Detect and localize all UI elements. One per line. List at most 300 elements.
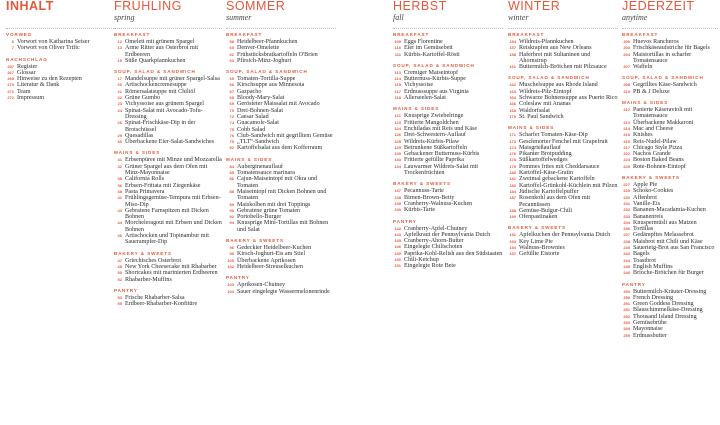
page-number: 253 [623, 319, 630, 325]
toc-entry[interactable] [393, 95, 503, 101]
page-number: 149 [394, 250, 401, 256]
entry-title: Jüdische Kartoffelpuffer [519, 188, 579, 195]
toc-entry[interactable] [114, 45, 222, 58]
page-number: 142 [394, 225, 401, 231]
toc-entry[interactable] [622, 89, 718, 95]
entry-title: Enchiladas mit Reis und Käse [404, 125, 478, 132]
entry-title: English Muffins [633, 263, 673, 270]
page-number: 102 [227, 263, 234, 269]
page-number: 118 [394, 95, 401, 101]
entry-title: Kartoffelsalat aus dem Kofferraum [237, 145, 323, 152]
section-heading: BAKERY & SWEETS [226, 238, 284, 244]
toc-entry[interactable] [393, 164, 503, 177]
page-number: 72 [229, 113, 234, 119]
page-number: 143 [394, 231, 401, 237]
toc-entry[interactable] [622, 270, 718, 276]
entry-title: Tomaten-Tortilla-Suppe [237, 76, 296, 83]
page-number: 151 [394, 263, 401, 269]
toc-entry[interactable] [114, 195, 222, 208]
page-number: 224 [623, 157, 630, 163]
page-number: 197 [509, 251, 516, 257]
entry-title: Mayonnaise [633, 326, 663, 333]
entry-title: Boston Baked Beans [633, 157, 684, 164]
page-number: 163 [509, 88, 516, 94]
page-number: 46 [117, 233, 122, 239]
page-number: 129 [394, 144, 401, 150]
divider [226, 28, 336, 29]
entry-title: Team [17, 88, 31, 95]
page-number: 250 [623, 288, 630, 294]
page-number: 88 [229, 188, 234, 194]
page-number: 146 [394, 244, 401, 250]
page-number: 124 [394, 125, 401, 131]
entry-title: Apfelkraut der Pennsylvania Dutch [404, 231, 491, 238]
entry-title: Gebratene Farnspitzen mit Dicken Bohnen [125, 207, 209, 221]
entry-title: Gemüse-Bulgur-Chili [519, 207, 573, 214]
page-number: 243 [623, 251, 630, 257]
page-number: 267 [7, 69, 14, 75]
page-number: 65 [229, 76, 234, 82]
page-number: 58 [229, 39, 234, 44]
entry-title: Bananen-Macadamia-Kuchen [633, 207, 706, 214]
entry-title: Guacamole-Salat [237, 120, 279, 127]
column-fruehling [114, 0, 222, 307]
page-number: 103 [227, 282, 234, 288]
page-number: 194 [509, 245, 516, 251]
page-number: 245 [623, 263, 630, 269]
entry-title: Kartoffel-Käse-Gratin [519, 170, 574, 177]
entry-title: Thousand Island Dressing [633, 313, 697, 320]
entry-title: Glossar [17, 69, 36, 76]
entry-title: Key Lime Pie [519, 238, 553, 245]
entry-title: Portobello-Burger [237, 214, 282, 221]
entry-title: Eier im Gemüsebett [404, 45, 453, 52]
entry-title: Morcheleragout mit Erbsen und Dicken Bohnen [125, 220, 222, 233]
entry-title: Lauwarmer Wildreis-Salat mit Trockenfrüchten [404, 163, 479, 177]
toc-entry[interactable] [114, 120, 222, 133]
toc-entry[interactable] [226, 220, 336, 233]
toc-entry[interactable] [226, 189, 336, 202]
entry-title: Eggs Florentine [404, 39, 443, 45]
toc-entry[interactable] [226, 58, 336, 64]
page-number: 60 [229, 45, 234, 51]
page-number: 100 [227, 257, 234, 263]
page-number: 7 [11, 45, 14, 51]
column-winter [508, 0, 618, 258]
section-heading: SOUP, SALAD & SANDWICH [393, 62, 475, 68]
entry-title: Butternuss-Kürbis-Suppe [404, 76, 466, 83]
entry-title: Gazpacho [237, 88, 262, 95]
entry-title: Hinweise zu den Rezepten [17, 76, 82, 83]
entry-title: Überbackene Aprikosen [237, 257, 296, 264]
page-number: 158 [509, 51, 516, 57]
entry-title: Brioche-Brötchen für Burger [633, 270, 704, 277]
entry-title: Blauschimmelkäse-Dressing [633, 307, 703, 314]
entry-title: Huevos Rancheros [633, 39, 679, 45]
section-heading: BREAKFAST [393, 32, 430, 37]
page-number: 21 [117, 88, 122, 94]
page-number: 48 [117, 263, 122, 269]
page-number: 36 [117, 182, 122, 188]
toc-entry[interactable] [508, 251, 618, 257]
entry-title: Drei-Schwestern-Auflauf [404, 132, 466, 139]
entry-title: Römersalatsuppe mit Chiliöl [125, 88, 196, 95]
entry-title: Walnuss-Brownies [519, 245, 565, 252]
page-number: 13 [117, 45, 122, 51]
page-number: 252 [623, 313, 630, 319]
entry-title: California Rolls [125, 176, 165, 183]
page-number: 41 [117, 195, 122, 201]
toc-entry[interactable] [114, 108, 222, 121]
page-number: 271 [7, 88, 14, 94]
entry-title: Haferbrei mit Sultaninen und Ahornsirup [519, 51, 591, 64]
page-number: 212 [623, 107, 630, 113]
toc-entry[interactable] [508, 114, 618, 120]
entry-title: Erdnusssuppe aus Virginia [404, 88, 469, 95]
page-number: 96 [229, 245, 234, 251]
entry-title: Panierte Käseravioli mit Tomatensauce [633, 107, 693, 120]
entry-title: Rhabarber-Muffins [125, 276, 172, 283]
page-number: 66 [229, 82, 234, 88]
entry-title: Caesar Salad [237, 113, 269, 120]
toc-entry[interactable] [114, 301, 222, 307]
column-subtitle: summer [226, 13, 252, 22]
entry-title: Fritierte gefüllte Paprika [404, 157, 464, 164]
toc-entry[interactable] [508, 214, 618, 220]
entry-title: Tortillas [633, 226, 654, 233]
toc-entry[interactable] [114, 277, 222, 283]
column-jederzeit [622, 0, 718, 339]
entry-title: Gebackener Butternuss-Kürbis [404, 151, 480, 158]
entry-title: Pecannuss-Tarte [404, 188, 444, 195]
section-heading: MAINS & SIDES [622, 100, 669, 106]
page-number: 140 [394, 207, 401, 213]
entry-title: Pfirsich-Minz-Joghurt [237, 57, 292, 64]
page-number: 63 [229, 57, 234, 63]
entry-title: Cranberry-Apfel-Chutney [404, 225, 468, 232]
entry-title: Frische Rhabarber-Salsa [125, 294, 185, 301]
toc-entry[interactable] [114, 139, 222, 145]
page-number: 180 [509, 170, 516, 176]
section-heading: BAKERY & SWEETS [622, 175, 680, 181]
entry-title: Erbsenpüree mit Minze und Mozzarella [125, 157, 222, 164]
column-subtitle: winter [508, 13, 529, 22]
section-heading: SOUP, SALAD & SANDWICH [114, 69, 196, 75]
page-number: 109 [394, 39, 401, 44]
toc-entry[interactable] [622, 64, 718, 70]
entry-title: Sauer eingelegte Wassermelonenrinde [237, 288, 330, 295]
entry-title: Gefüllte Eistorte [519, 251, 560, 258]
entry-title: Artischockencremesuppe [125, 82, 187, 89]
page-number: 75 [229, 126, 234, 132]
page-number: 215 [623, 132, 630, 138]
entry-title: Cobb Salad [237, 126, 266, 133]
toc-entry[interactable] [6, 45, 118, 51]
page-number: 15 [117, 57, 122, 63]
toc-entry[interactable] [508, 195, 618, 208]
section-heading: SOUP, SALAD & SANDWICH [226, 69, 308, 75]
page-number: 50 [117, 270, 122, 276]
entry-title: Kirschsuppe aus Minnesota [237, 82, 305, 89]
toc-entry[interactable] [508, 52, 618, 65]
entry-title: Nachos Grande [633, 151, 671, 158]
page-number: 164 [509, 95, 516, 101]
entry-title: Reis-Nudel-Pilaw [633, 138, 677, 145]
toc-entry[interactable] [114, 208, 222, 221]
page-number: 170 [509, 113, 516, 119]
page-number: 181 [509, 176, 516, 182]
page-number: 227 [623, 182, 630, 188]
column-title: SOMMER [226, 0, 286, 13]
entry-title: PB & J Deluxe [633, 88, 670, 95]
entry-title: Wildreis-Kürbis-Pilaw [404, 138, 460, 145]
page-number: 79 [229, 139, 234, 145]
page-number: 162 [509, 82, 516, 88]
page-number: 254 [623, 326, 630, 332]
entry-title: Shortcakes mit marinierten Erdbeeren [125, 270, 218, 277]
column-title: FRÜHLING [114, 0, 182, 13]
toc-entry[interactable] [393, 207, 503, 213]
entry-title: Knusprige Mini-Tortillas mit Bohnen und Salat [237, 220, 329, 233]
toc-entry[interactable] [393, 52, 503, 58]
entry-title: Vorwort von Oliver Trific [17, 45, 80, 52]
section-heading: SOUP, SALAD & SANDWICH [508, 75, 590, 81]
page-number: 123 [394, 119, 401, 125]
entry-title: Erdnussbutter [633, 332, 667, 339]
section-heading: BAKERY & SWEETS [508, 225, 566, 231]
entry-title: Rosenkohl aus dem Ofen mit Pecannüssen [519, 195, 591, 208]
page-number: 232 [623, 207, 630, 213]
page-number: 187 [509, 195, 516, 201]
section-heading: BAKERY & SWEETS [114, 250, 172, 256]
entry-title: Erbsen-Frittata mit Ziegenkäse [125, 182, 201, 189]
page-number: 208 [623, 82, 630, 88]
page-number: 244 [623, 257, 630, 263]
page-number: 30 [117, 139, 122, 145]
column-subtitle: anytime [622, 13, 648, 22]
entry-title: Gedeckter Heidelbeer-Kuchen [237, 245, 312, 252]
toc-entry[interactable] [226, 289, 336, 295]
entry-title: Heidelbeer-Streuselkuchen [237, 263, 303, 270]
page-number: 200 [623, 39, 630, 44]
page-number: 68 [229, 95, 234, 101]
page-number: 17 [117, 76, 122, 82]
entry-title: Kartoffel-Grünkohl-Küchlein mit Pilzen [519, 182, 618, 189]
section-heading: MAINS & SIDES [114, 150, 161, 156]
page-number: 22 [117, 95, 122, 101]
entry-title: Überbackene Makkaroni [633, 119, 694, 126]
entry-title: Pommes frites mit Cheddarsauce [519, 163, 600, 170]
page-number: 145 [394, 238, 401, 244]
entry-title: Vanille-Eis [633, 200, 661, 207]
page-number: 35 [117, 176, 122, 182]
page-number: 229 [623, 188, 630, 194]
section-heading: MAINS & SIDES [508, 125, 555, 131]
page-number: 32 [117, 163, 122, 169]
entry-title: Cremiger Maiseintopf [404, 69, 458, 76]
entry-title: Spinat-Frischkäse-Dip in der Brotschüssel [125, 120, 196, 133]
entry-title: Toastbrot [633, 257, 656, 264]
entry-title: Knusprige Zwiebelringe [404, 113, 464, 120]
page-number: 207 [623, 64, 630, 70]
divider [393, 28, 503, 29]
page-number: 92 [229, 214, 234, 220]
toc-entry[interactable] [6, 95, 118, 101]
page-number: 210 [623, 88, 630, 94]
entry-title: Frischkäseaufstriche für Bagels [633, 45, 710, 52]
entry-title: Pikanter Brotpudding [519, 151, 572, 158]
entry-title: Club-Sandwich mit gegrilltem Gemüse [237, 132, 333, 139]
toc-entry[interactable] [508, 64, 618, 70]
page-number: 114 [394, 76, 401, 82]
page-number: 204 [623, 51, 630, 57]
page-number: 12 [117, 39, 122, 44]
page-number: 111 [394, 51, 401, 57]
page-number: 250 [623, 294, 630, 300]
page-number: 270 [7, 82, 14, 88]
page-number: 203 [623, 45, 630, 51]
divider [114, 28, 222, 29]
page-number: 257 [7, 63, 14, 69]
entry-title: Bananenreis [633, 213, 664, 220]
page-number: 31 [117, 157, 122, 163]
page-number: 43 [117, 207, 122, 213]
page-number: 55 [117, 301, 122, 307]
entry-title: Maiseintopf mit Dicken Bohnen und Tomaten [237, 188, 327, 202]
section-heading: MAINS & SIDES [226, 156, 273, 162]
section-heading: PANTRY [226, 275, 250, 281]
toc-entry[interactable] [622, 333, 718, 339]
entry-title: Gedämpftes Melassebrot [633, 232, 694, 239]
section-heading: BREAKFAST [622, 32, 659, 37]
page-number: 230 [623, 194, 630, 200]
page-number: 121 [394, 113, 401, 119]
toc-entry[interactable] [114, 233, 222, 246]
entry-title: Überbackene Eier-Salat-Sandwiches [125, 139, 215, 146]
toc-entry[interactable] [114, 220, 222, 233]
toc-entry[interactable] [622, 164, 718, 170]
entry-title: Green Goddess Dressing [633, 301, 694, 308]
page-number: 6 [11, 39, 14, 44]
page-number: 23 [117, 101, 122, 107]
page-number: 85 [229, 170, 234, 176]
entry-title: Heidelbeer-Pfannkuchen [237, 39, 298, 45]
page-number: 255 [623, 332, 630, 338]
entry-title: Drei-Bohnen-Salat [237, 107, 284, 114]
column-title: HERBST [393, 0, 447, 13]
page-number: 128 [394, 138, 401, 144]
section-heading: PANTRY [114, 287, 138, 293]
section-heading: BREAKFAST [226, 32, 263, 37]
page-number: 76 [229, 132, 234, 138]
toc-entry[interactable] [226, 145, 336, 151]
section-heading: NACHSCHLAG [6, 56, 48, 62]
page-number: 99 [229, 251, 234, 257]
toc-entry[interactable] [622, 52, 718, 65]
entry-title: Schwarze Bohnensuppe aus Puerto Rico [519, 95, 618, 102]
entry-title: Register [17, 63, 38, 70]
entry-title: Erdbeer-Rhabarber-Konfitüre [125, 301, 198, 308]
toc-entry[interactable] [226, 176, 336, 189]
page-number: 166 [509, 101, 516, 107]
entry-title: Aprikosen-Chutney [237, 282, 286, 289]
page-number: 237 [623, 232, 630, 238]
page-number: 62 [229, 51, 234, 57]
entry-title: Maiskolben mit drei Toppings [237, 201, 311, 208]
page-number: 178 [509, 157, 516, 163]
toc-entry[interactable] [226, 264, 336, 270]
page-number: 231 [623, 200, 630, 206]
page-number: 133 [394, 157, 401, 163]
page-number: 20 [117, 82, 122, 88]
entry-title: Scharfer Tomaten-Käse-Dip [519, 132, 588, 139]
entry-title: Denver-Omelette [237, 45, 280, 52]
page-number: 171 [509, 132, 516, 138]
entry-title: Grüner Spargel aus dem Ofen mit Minz-Mayonnaise [125, 163, 208, 177]
page-number: 234 [623, 219, 630, 225]
entry-title: Cranberry-Ahorn-Butter [404, 238, 464, 245]
entry-title: Betrunkene Süßkartoffeln [404, 144, 468, 151]
entry-title: Vichyssoise aus grünem Spargel [125, 101, 204, 108]
page-number: 94 [229, 220, 234, 226]
entry-title: Quesadillas [125, 132, 154, 139]
page-number: 47 [117, 257, 122, 263]
entry-title: Eingelegte Rote Bete [404, 263, 456, 270]
page-number: 86 [229, 176, 234, 182]
page-number: 173 [509, 138, 516, 144]
page-number: 246 [623, 270, 630, 276]
section-heading: MAINS & SIDES [393, 106, 440, 112]
entry-title: Eingelegte Chilischoten [404, 244, 463, 251]
entry-title: French Dressing [633, 294, 674, 301]
section-heading: BREAKFAST [508, 32, 545, 37]
entry-title: Kürbis-Kartoffel-Rösti [404, 51, 460, 58]
entry-title: Gemüsebrühe [633, 319, 667, 326]
entry-title: Cranberry-Walnuss-Kuchen [404, 200, 473, 207]
page-number: 233 [623, 213, 630, 219]
page-number: 38 [117, 188, 122, 194]
page-number: 82 [229, 145, 234, 151]
entry-title: Wildreis-Pilz-Eintopf [519, 88, 572, 95]
entry-title: Auberginenauflauf [237, 163, 283, 170]
column-herbst [393, 0, 503, 270]
column-title: JEDERZEIT [622, 0, 695, 13]
section-heading: VORWEG [6, 32, 33, 37]
page-number: 130 [394, 151, 401, 157]
entry-title: Gebratene grüne Tomaten [237, 207, 301, 214]
toc-entry[interactable] [114, 164, 222, 177]
entry-title: Schoko-Cookies [633, 188, 674, 195]
column-subtitle [6, 13, 118, 22]
toc-entry[interactable] [622, 107, 718, 120]
entry-title: Süßkartoffelwedges [519, 157, 568, 164]
entry-title: Gegrilltes Käse-Sandwich [633, 82, 697, 89]
entry-title: Vorwort von Katharina Seiser [17, 39, 90, 45]
entry-title: Coleslaw mit Ananas [519, 101, 571, 108]
page-number: 213 [623, 119, 630, 125]
toc-entry[interactable] [393, 263, 503, 269]
entry-title: Süße Quarkpfannkuchen [125, 57, 186, 64]
page-number: 137 [394, 188, 401, 194]
entry-title: Knuspermüsli aus Matzen [633, 219, 697, 226]
page-number: 193 [509, 238, 516, 244]
entry-title: Tomatensauce marinara [237, 170, 295, 177]
page-number: 251 [623, 301, 630, 307]
entry-title: Kirsch-Joghurt-Eis am Stiel [237, 251, 306, 258]
section-heading: PANTRY [393, 218, 417, 224]
page-number: 161 [509, 64, 516, 70]
toc-entry[interactable] [114, 58, 222, 64]
